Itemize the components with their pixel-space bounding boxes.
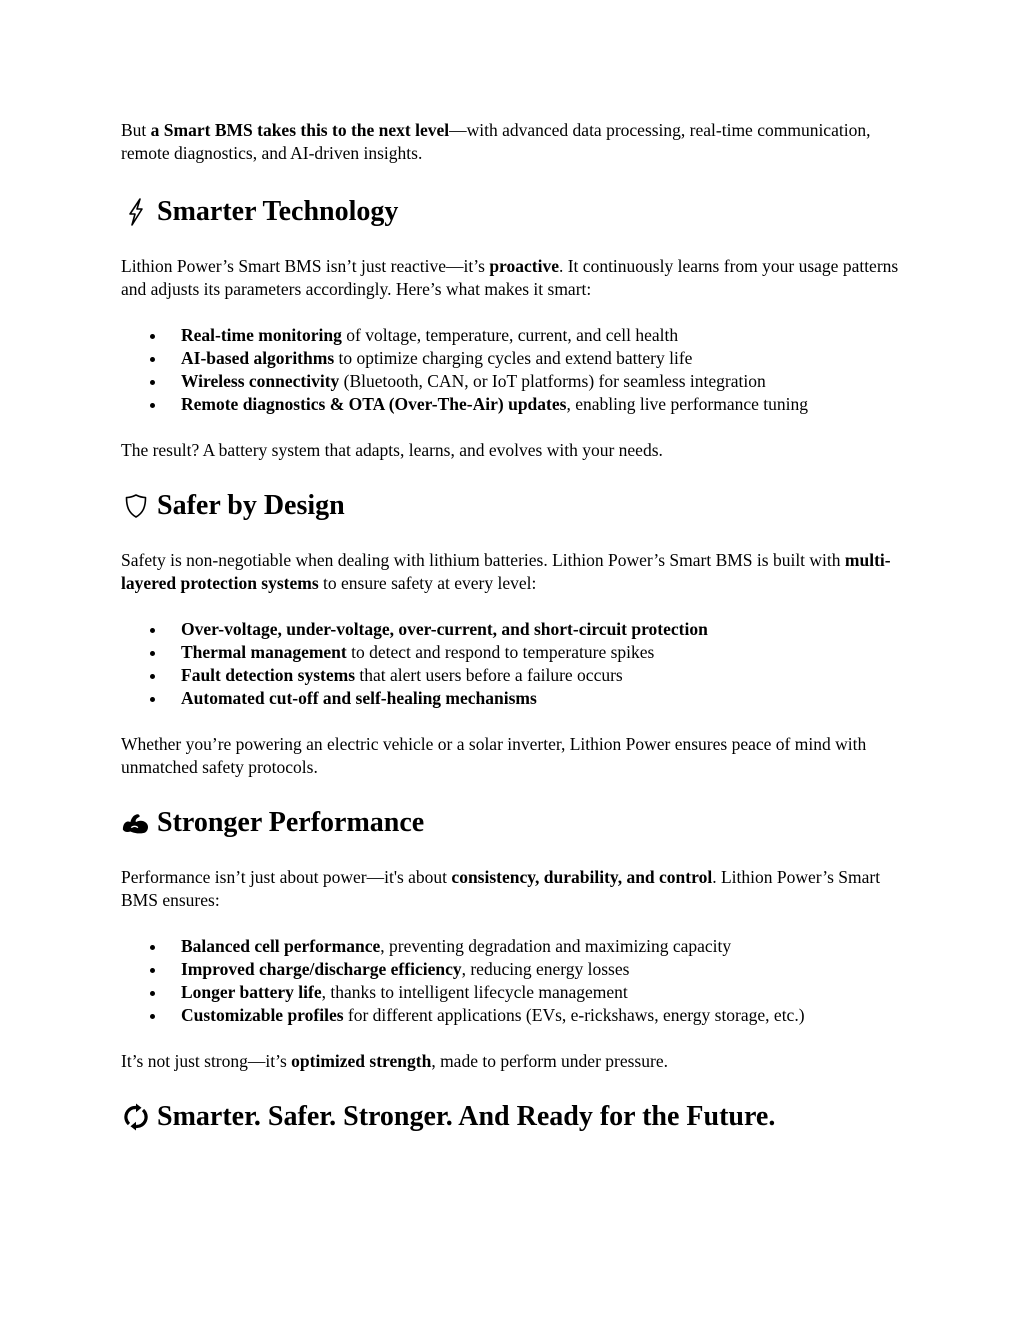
list-item-bold: Automated cut-off and self-healing mechanisms: [181, 688, 537, 708]
section-future: [121, 1100, 921, 1134]
list-item-bold: Real-time monitoring: [181, 325, 342, 345]
list-item-bold: Improved charge/discharge efficiency: [181, 959, 462, 979]
list-item-bold: Over-voltage, under-voltage, over-current, and short-circuit protection: [181, 619, 708, 639]
list-item-text: , thanks to intelligent lifecycle management: [321, 982, 628, 1002]
section-heading: [121, 806, 921, 840]
section-title: Smarter Technology: [157, 196, 399, 227]
intro-text-continued: —with advanced data processing, real-time communication, remote diagnostics, and AI-driven insights.: [121, 120, 871, 163]
list-item: [121, 641, 921, 664]
section-closing: [121, 733, 921, 779]
section-title: Safer by Design: [157, 490, 345, 521]
list-item-bold: Remote diagnostics & OTA (Over-The-Air) updates: [181, 394, 567, 414]
list-item-text: , enabling live performance tuning: [566, 394, 808, 414]
lead-bold-text: multi-layered protection systems: [121, 550, 891, 593]
section-lead: [121, 866, 921, 912]
lead-text: Lithion Power’s Smart BMS isn’t just reactive—it’s: [121, 256, 490, 276]
list-item: [121, 393, 921, 416]
intro-paragraph: [121, 119, 921, 165]
refresh-arrows-icon: [121, 1102, 151, 1132]
lightning-icon: [121, 197, 151, 227]
list-item-text: (Bluetooth, CAN, or IoT platforms) for seamless integration: [339, 371, 766, 391]
list-item: [121, 347, 921, 370]
list-item: [121, 935, 921, 958]
lead-text-continued: . Lithion Power’s Smart BMS ensures:: [121, 867, 881, 910]
lead-text: Performance isn’t just about power—it's about: [121, 867, 452, 887]
closing-bold-text: optimized strength: [291, 1051, 432, 1071]
closing-text: The result? A battery system that adapts, learns, and evolves with your needs.: [121, 440, 663, 460]
intro-bold-text: a Smart BMS takes this to the next level: [150, 120, 450, 140]
closing-text: Whether you’re powering an electric vehicle or a solar inverter, Lithion Power ensures peace of mind with unmatched safety protocols.: [121, 734, 867, 777]
intro-text: But: [121, 120, 151, 140]
section-heading: [121, 195, 921, 229]
section-lead: [121, 255, 921, 301]
list-item: [121, 618, 921, 641]
list-item: [121, 324, 921, 347]
section-title: Smarter. Safer. Stronger. And Ready for the Future.: [157, 1101, 776, 1132]
list-item-bold: Fault detection systems: [181, 665, 356, 685]
section-title: Stronger Performance: [157, 807, 425, 838]
list-item: [121, 981, 921, 1004]
feature-list: [121, 618, 921, 710]
list-item-text: , preventing degradation and maximizing capacity: [380, 936, 732, 956]
list-item-bold: Customizable profiles: [181, 1005, 344, 1025]
section-closing: [121, 439, 921, 462]
lead-bold-text: consistency, durability, and control: [451, 867, 713, 887]
list-item: [121, 370, 921, 393]
flexed-biceps-icon: [121, 808, 151, 838]
section-stronger-performance: [121, 806, 921, 1073]
shield-icon: [121, 491, 151, 521]
list-item-bold: Thermal management: [181, 642, 347, 662]
list-item: [121, 958, 921, 981]
lead-text-continued: to ensure safety at every level:: [318, 573, 537, 593]
section-closing: [121, 1050, 921, 1073]
list-item: [121, 664, 921, 687]
lead-text-continued: . It continuously learns from your usage patterns and adjusts its parameters accordingly. Here’s what makes it smart:: [121, 256, 899, 299]
list-item-bold: Wireless connectivity: [181, 371, 340, 391]
list-item-text: of voltage, temperature, current, and cell health: [341, 325, 679, 345]
document-page: [121, 119, 921, 1134]
list-item-bold: Balanced cell performance: [181, 936, 381, 956]
closing-text-continued: , made to perform under pressure.: [431, 1051, 668, 1071]
list-item-text: to detect and respond to temperature spikes: [346, 642, 655, 662]
list-item-text: , reducing energy losses: [461, 959, 630, 979]
feature-list: [121, 324, 921, 416]
section-heading: [121, 489, 921, 523]
feature-list: [121, 935, 921, 1027]
section-lead: [121, 549, 921, 595]
section-safer-by-design: [121, 489, 921, 779]
list-item-bold: Longer battery life: [181, 982, 322, 1002]
list-item-text: for different applications (EVs, e-rickshaws, energy storage, etc.): [343, 1005, 805, 1025]
closing-text: It’s not just strong—it’s: [121, 1051, 292, 1071]
section-heading: [121, 1100, 921, 1134]
list-item: [121, 687, 921, 710]
list-item-bold: AI-based algorithms: [181, 348, 335, 368]
list-item-text: to optimize charging cycles and extend battery life: [334, 348, 693, 368]
lead-text: Safety is non-negotiable when dealing with lithium batteries. Lithion Power’s Smart BMS is built with: [121, 550, 845, 570]
list-item-text: that alert users before a failure occurs: [355, 665, 623, 685]
section-smarter-technology: [121, 195, 921, 462]
lead-bold-text: proactive: [489, 256, 559, 276]
list-item: [121, 1004, 921, 1027]
